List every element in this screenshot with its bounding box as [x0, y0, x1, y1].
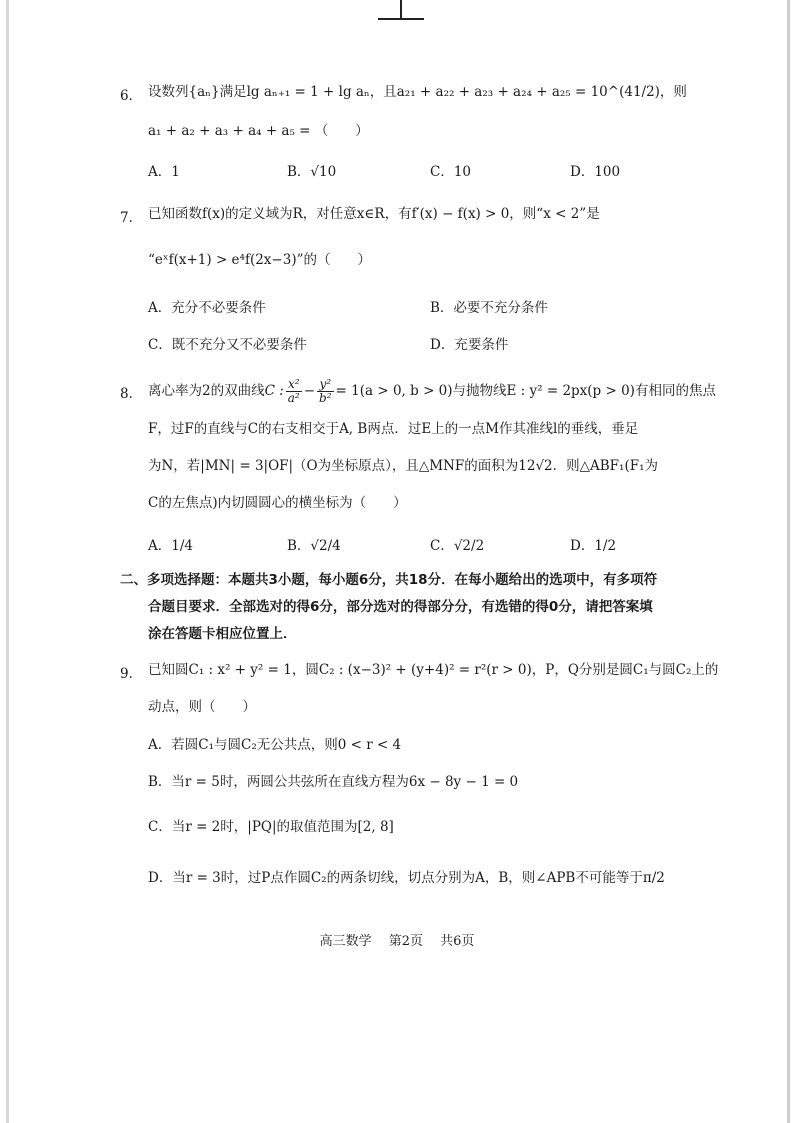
q6-option-c: C．10 — [430, 164, 472, 180]
q7-number: 7． — [120, 210, 143, 226]
q9-number: 9． — [120, 666, 143, 682]
binding-mark — [378, 0, 424, 22]
q6-option-b: B．√10 — [287, 164, 337, 180]
q8-stem-3: 为N，若|MN| = 3|OF|（O为坐标原点），且△MNF的面积为12√2．则△ABF₁(F₁为 — [148, 458, 659, 474]
q7-option-c: C．既不充分又不必要条件 — [148, 337, 307, 353]
q7-option-a: A．充分不必要条件 — [148, 300, 266, 316]
page-footer: 高三数学 第2页 共6页 — [319, 934, 475, 949]
q9-option-c: C．当r = 2时，|PQ|的取值范围为[2, 8] — [148, 819, 394, 835]
q9-option-b: B．当r = 5时，两圆公共弦所在直线方程为6x − 8y − 1 = 0 — [148, 774, 519, 790]
q6-stem-2: a₁ + a₂ + a₃ + a₄ + a₅ = （ ） — [148, 123, 369, 139]
q8-stem-2: F，过F的直线与C的右支相交于A, B两点．过E上的一点M作其准线l的垂线，垂足 — [148, 421, 639, 437]
q7-stem: 已知函数f(x)的定义域为R，对任意x∈R，有f′(x) − f(x) > 0，则“x < 2”是 — [148, 206, 600, 222]
q8-stem-1b: (a > 0, b > 0)与抛物线E : y² = 2px(p > 0)有相同的焦点 — [359, 383, 716, 399]
q9-option-a: A．若圆C₁与圆C₂无公共点，则0 < r < 4 — [148, 737, 402, 753]
q8-stem-1a: 离心率为2的双曲线 — [148, 383, 265, 399]
q7-stem-2: “eˣf(x+1) > e⁴f(2x−3)”的（ ） — [148, 252, 371, 268]
q8-hyperbola-label: C : — [264, 383, 284, 399]
q8-option-a: A．1/4 — [148, 538, 193, 554]
q9-stem: 已知圆C₁ : x² + y² = 1，圆C₂ : (x−3)² + (y+4)² = r²(r > 0)，P，Q分别是圆C₁与圆C₂上的 — [148, 662, 719, 678]
q6-number: 6． — [120, 88, 143, 104]
scan-edge-left — [6, 0, 9, 1123]
q8-option-c: C．√2/2 — [430, 538, 485, 554]
q6-option-a: A．1 — [148, 164, 180, 180]
q9-option-d: D．当r = 3时，过P点作圆C₂的两条切线，切点分别为A，B，则∠APB不可能等于π/2 — [148, 870, 665, 886]
q7-option-b: B．必要不充分条件 — [430, 300, 548, 316]
q8-stem-line-1: 离心率为2的双曲线C : $\frac{\text{x²}}{\text{a²}}$ − $\frac{\text{y²}}{\text{b²}}$ = 1(a > 0, b > 0)与抛物线E : y² = 2px(p > 0)有相同的焦点 — [148, 377, 716, 405]
q6-stem: 设数列{aₙ}满足lg aₙ₊₁ = 1 + lg aₙ，且a₂₁ + a₂₂ + a₂₃ + a₂₄ + a₂₅ = 10^(41/2)，则 — [148, 84, 687, 100]
q8-frac-y2-b2: $\frac{\text{y²}}{\text{b²}}$ — [319, 377, 332, 405]
scan-edge-right — [787, 0, 790, 1123]
q8-number: 8． — [120, 386, 143, 402]
q8-frac-x2-a2: $\frac{\text{x²}}{\text{a²}}$ — [287, 377, 300, 405]
q9-stem-2: 动点，则（ ） — [148, 699, 256, 715]
section2-line-1: 二、多项选择题：本题共3小题，每小题6分，共18分．在每小题给出的选项中，有多项符 — [120, 572, 658, 588]
section2-line-3: 涂在答题卡相应位置上． — [148, 626, 297, 642]
q8-option-d: D．1/2 — [570, 538, 617, 554]
q7-option-d: D．充要条件 — [430, 337, 509, 353]
q8-stem-4: C的左焦点)内切圆圆心的横坐标为（ ） — [148, 495, 407, 511]
q8-option-b: B．√2/4 — [287, 538, 341, 554]
section2-line-2: 合题目要求．全部选对的得6分，部分选对的得部分分，有选错的得0分，请把答案填 — [148, 599, 653, 615]
q6-option-d: D．100 — [570, 164, 621, 180]
